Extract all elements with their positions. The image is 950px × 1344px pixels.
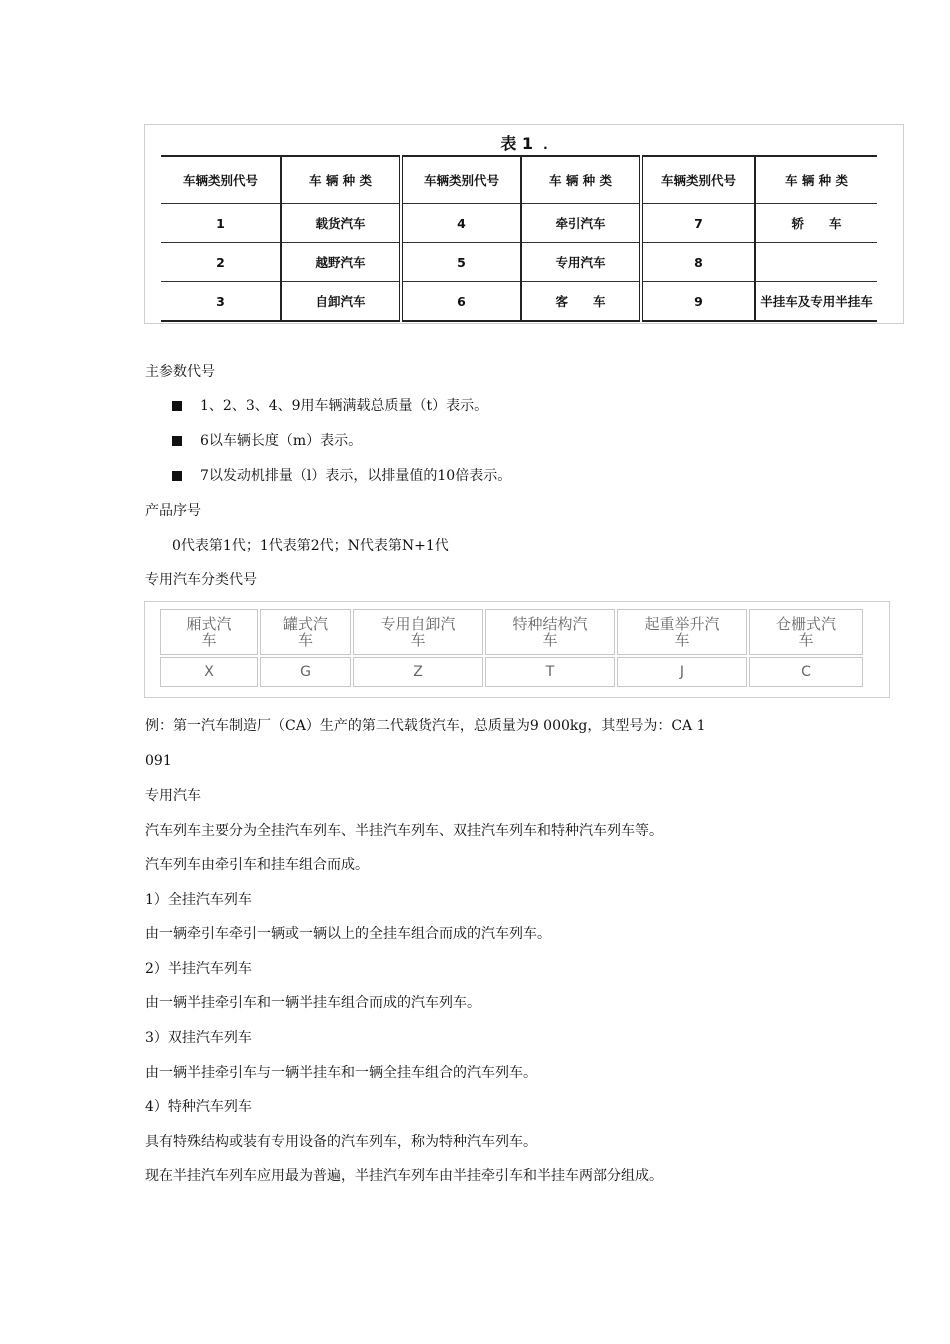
header-cell: 罐式汽 车	[260, 609, 351, 655]
example-line: 例：第一汽车制造厂（CA）生产的第二代载货汽车，总质量为9 000kg，其型号为：CA 1	[145, 718, 706, 734]
paragraph: 具有特殊结构或装有专用设备的汽车列车，称为特种汽车列车。	[145, 1134, 537, 1150]
table-row	[161, 204, 877, 243]
header-cell: 特种结构汽 车	[485, 609, 615, 655]
code-cell: X	[160, 657, 258, 687]
code-cell: C	[749, 657, 863, 687]
table-cell: 载货汽车	[281, 204, 401, 243]
table-cell: 自卸汽车	[281, 282, 401, 322]
section-heading: 4）特种汽车列车	[145, 1099, 252, 1115]
bullet-item: 7以发动机排量（l）表示，以排量值的10倍表示。	[172, 466, 511, 486]
table-title: 表 1 .	[500, 134, 548, 153]
header-cell: 起重举升汽 车	[617, 609, 747, 655]
section-heading: 1）全挂汽车列车	[145, 892, 252, 908]
table-header-row	[160, 609, 863, 655]
section-heading: 3）双挂汽车列车	[145, 1030, 252, 1046]
special-code-heading: 专用汽车分类代号	[145, 572, 257, 588]
table-row	[160, 657, 863, 687]
main-param-heading: 主参数代号	[145, 364, 215, 380]
table-cell: 6	[401, 282, 521, 322]
table-cell: 5	[401, 243, 521, 282]
code-cell: G	[260, 657, 351, 687]
vehicle-category-table	[161, 155, 877, 322]
bullet-square-icon	[172, 436, 182, 446]
paragraph: 由一辆半挂牵引车与一辆半挂车和一辆全挂车组合的汽车列车。	[145, 1065, 537, 1081]
header-cell: 车辆类别代号	[641, 156, 755, 204]
table-cell: 专用汽车	[521, 243, 641, 282]
header-cell: 专用自卸汽 车	[353, 609, 483, 655]
table-cell: 2	[161, 243, 281, 282]
section-heading: 2）半挂汽车列车	[145, 961, 252, 977]
paragraph: 现在半挂汽车列车应用最为普遍，半挂汽车列车由半挂牵引车和半挂车两部分组成。	[145, 1168, 663, 1184]
header-cell: 车 辆 种 类	[521, 156, 641, 204]
table-cell: 越野汽车	[281, 243, 401, 282]
special-vehicle-heading: 专用汽车	[145, 788, 201, 804]
table-cell: 3	[161, 282, 281, 322]
paragraph: 汽车列车由牵引车和挂车组合而成。	[145, 857, 369, 873]
code-cell: J	[617, 657, 747, 687]
example-line-continued: 091	[145, 753, 172, 769]
bullet-item: 6以车辆长度（m）表示。	[172, 431, 362, 451]
serial-description: 0代表第1代；1代表第2代；N代表第N+1代	[172, 538, 449, 554]
code-cell: Z	[353, 657, 483, 687]
header-cell: 车辆类别代号	[401, 156, 521, 204]
table-cell: 7	[641, 204, 755, 243]
table-header-row	[161, 156, 877, 204]
table-cell: 客 车	[521, 282, 641, 322]
paragraph: 由一辆牵引车牵引一辆或一辆以上的全挂车组合而成的汽车列车。	[145, 926, 551, 942]
paragraph: 汽车列车主要分为全挂汽车列车、半挂汽车列车、双挂汽车列车和特种汽车列车等。	[145, 823, 663, 839]
special-vehicle-code-table	[158, 607, 865, 689]
bullet-square-icon	[172, 471, 182, 481]
table-row	[161, 243, 877, 282]
table-cell: 半挂车及专用半挂车	[755, 282, 877, 322]
table-cell: 9	[641, 282, 755, 322]
table-cell: 8	[641, 243, 755, 282]
bullet-square-icon	[172, 401, 182, 411]
header-cell: 车 辆 种 类	[755, 156, 877, 204]
bullet-item: 1、2、3、4、9用车辆满载总质量（t）表示。	[172, 396, 488, 416]
code-cell: T	[485, 657, 615, 687]
table-cell: 4	[401, 204, 521, 243]
vehicle-category-table-figure	[144, 124, 904, 324]
table-cell: 轿 车	[755, 204, 877, 243]
header-cell: 仓栅式汽 车	[749, 609, 863, 655]
paragraph: 由一辆半挂牵引车和一辆半挂车组合而成的汽车列车。	[145, 995, 481, 1011]
serial-heading: 产品序号	[145, 503, 201, 519]
header-cell: 厢式汽 车	[160, 609, 258, 655]
header-cell: 车辆类别代号	[161, 156, 281, 204]
header-cell: 车 辆 种 类	[281, 156, 401, 204]
table-row	[161, 282, 877, 322]
table-cell: 牵引汽车	[521, 204, 641, 243]
table-cell	[755, 243, 877, 282]
special-vehicle-code-figure	[144, 601, 890, 698]
table-cell: 1	[161, 204, 281, 243]
